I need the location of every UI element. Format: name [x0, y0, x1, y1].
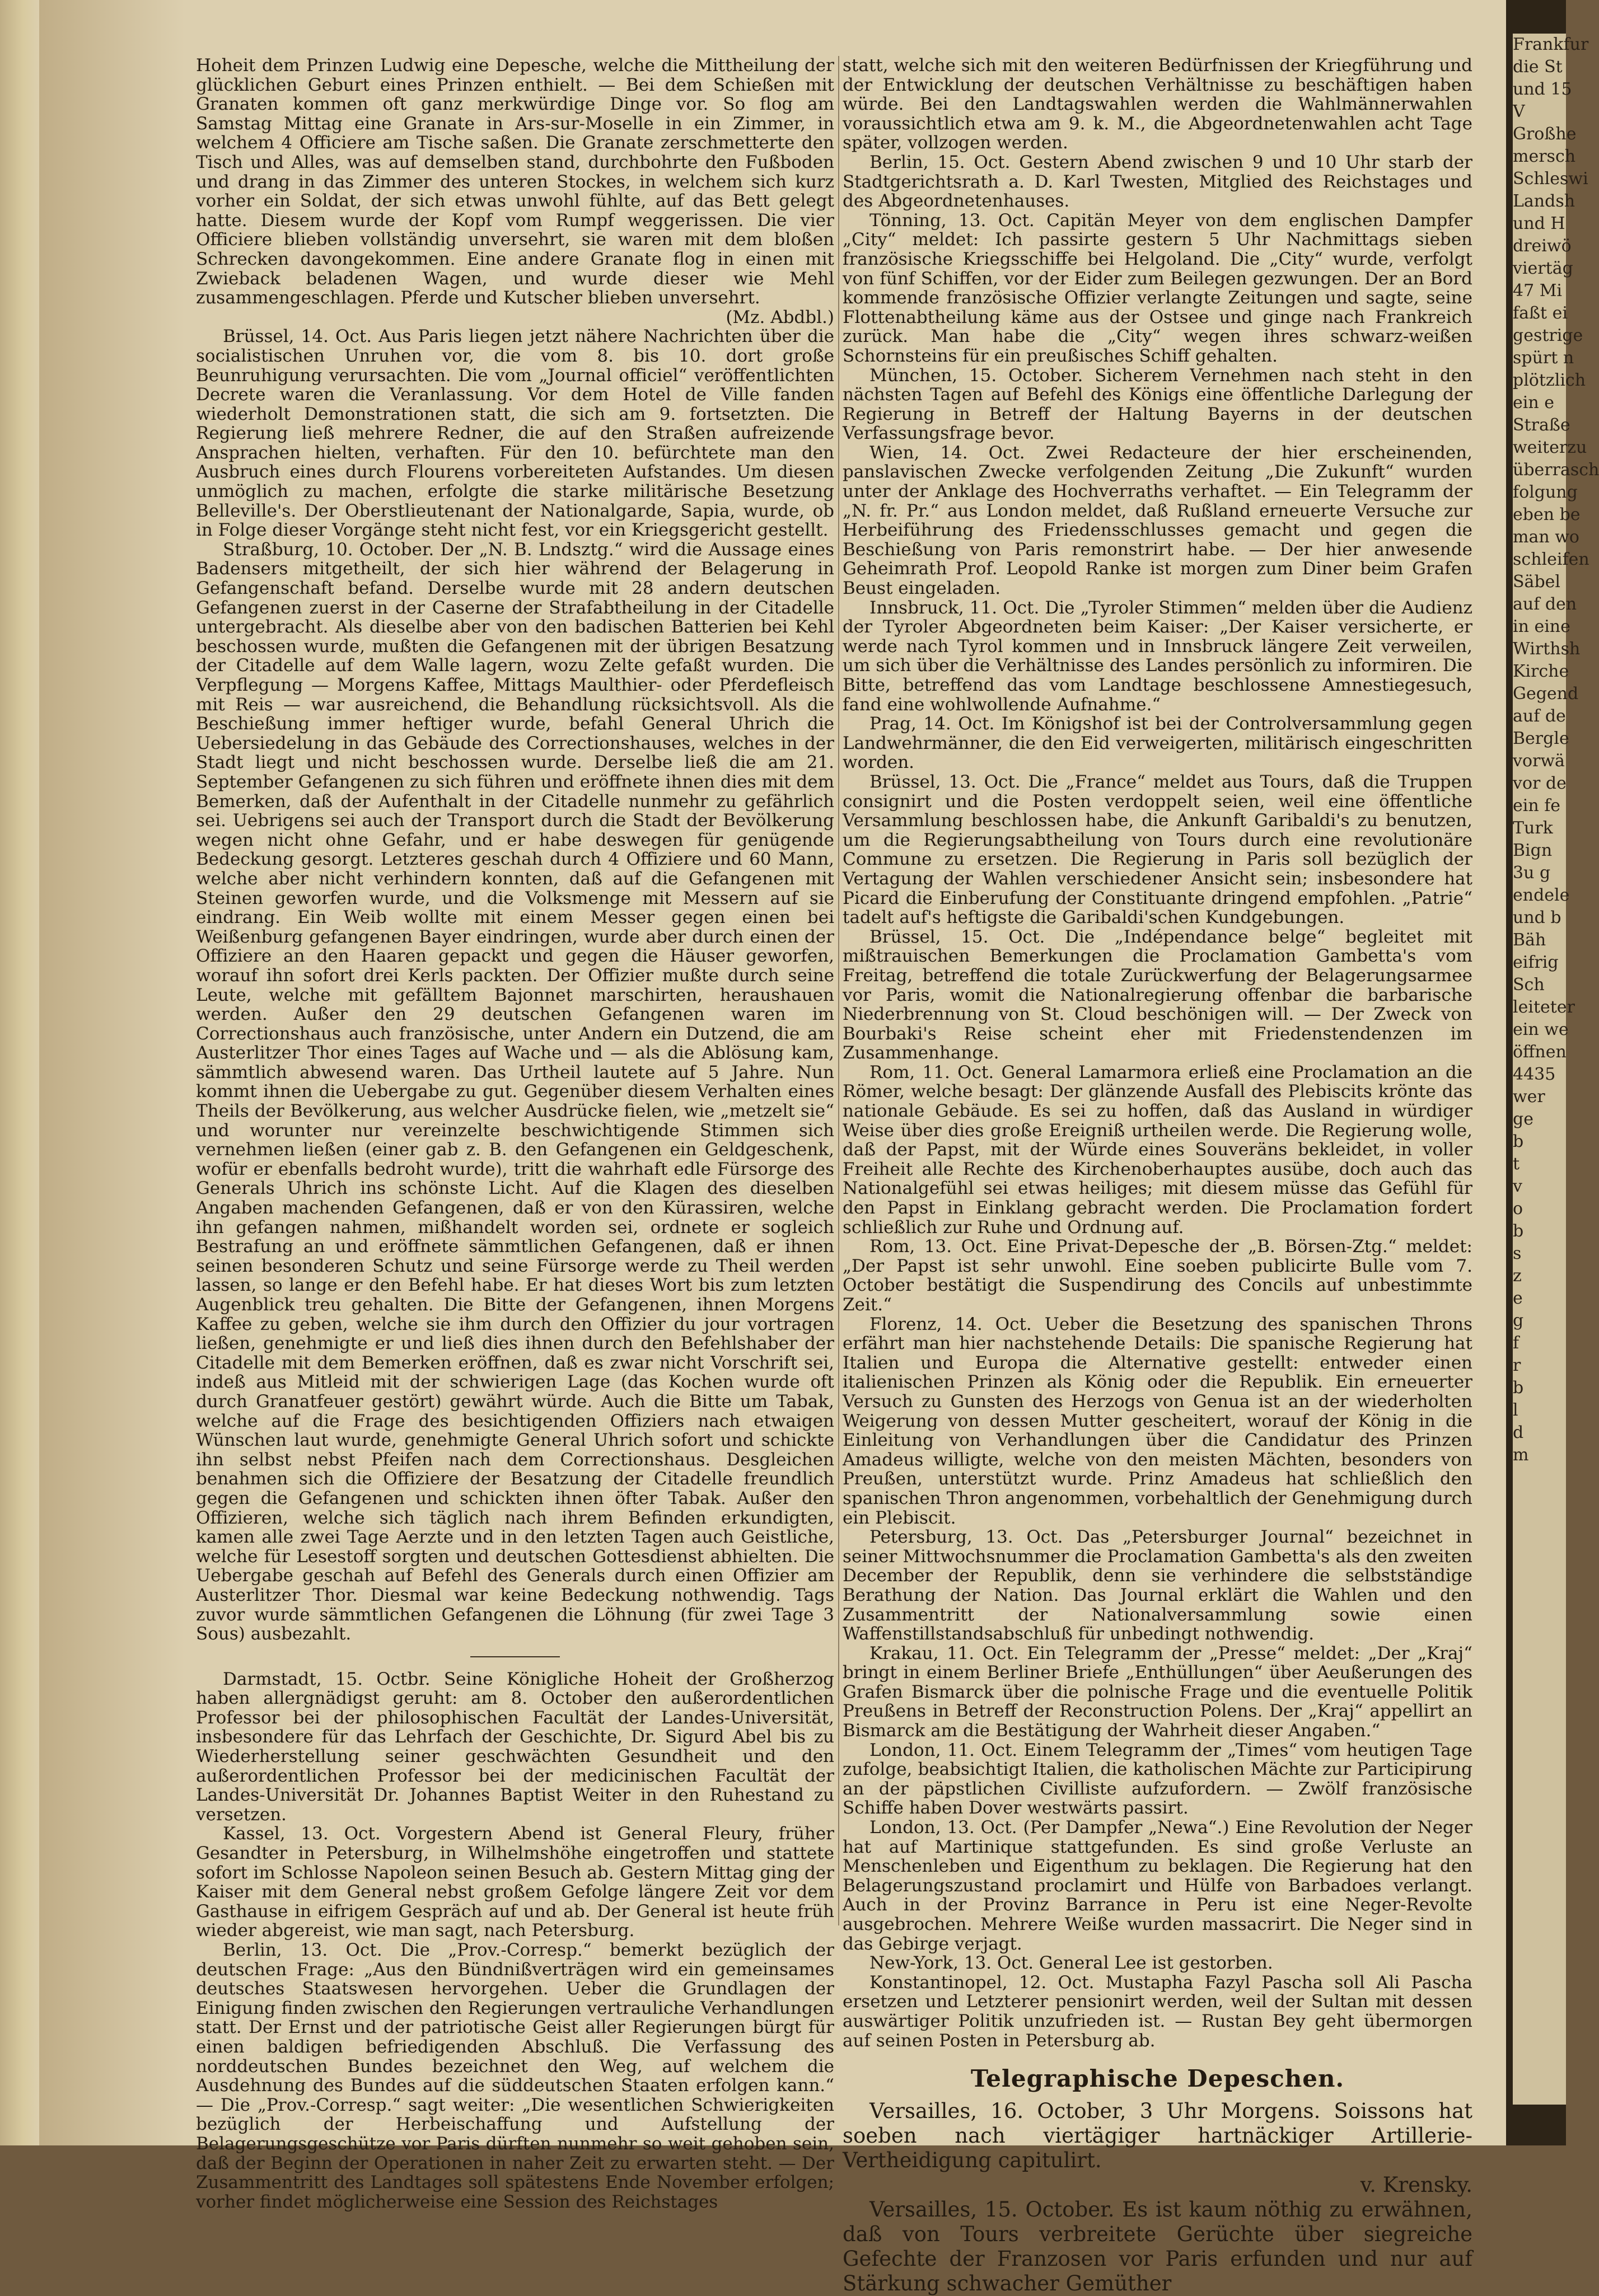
article-london-11: London, 11. Oct. Einem Telegramm der „Times“ vom heutigen Tage zufolge, beabsichtigt Italien, die katholischen Mächte zur Participirung an der päpstlichen Civilliste aufzufordern. — Zwölf französische Schiffe haben Dover westwärts passirt.: [843, 1740, 1472, 1819]
adjacent-page-text: weiterzu: [1513, 438, 1587, 457]
adjacent-page-text: dreiwö: [1513, 236, 1572, 256]
adjacent-page-text: mersch: [1513, 147, 1576, 166]
binding-spine: [0, 0, 39, 2145]
article-kassel: Kassel, 13. Oct. Vorgestern Abend ist General Fleury, früher Gesandter in Petersburg, in Wilhelmshöhe eingetroffen und stattete sofort im Schlosse Napoleon seinen Besuch ab. Gestern Mittag ging der Kaiser mit dem General nebst großem Gefolge längere Zeit vor dem Gasthause in eifrigem Gespräch auf und ab. Der General ist heute früh wieder abgereist, wie man sagt, nach Petersburg.: [196, 1824, 834, 1941]
adjacent-page-text: eifrig: [1513, 953, 1559, 972]
page-shadow: [39, 0, 185, 2145]
column-left: [196, 56, 834, 2211]
adjacent-page-text: öffnen: [1513, 1042, 1567, 1062]
article-new-york: New-York, 13. Oct. General Lee ist gestorben.: [869, 1953, 1273, 1974]
article-prinz-ludwig: Hoheit dem Prinzen Ludwig eine Depesche, welche die Mittheilung der glücklichen Geburt eines Prinzen enthielt. — Bei dem Schießen mit Granaten kommen oft ganz merkwürdige Dinge vor. So flog am Samstag Mittag eine Granate in Ars-sur-Moselle in ein Zimmer, in welchem 4 Officiere am Tische saßen. Die Granate zerschmetterte den Tisch und Alles, was auf demselben stand, durchbohrte den Fußboden und drang in das Zimmer des unteren Stockes, in welchem sich kurz vorher ein Soldat, der sich etwas unwohl fühlte, auf das Bett gelegt hatte. Diesem wurde der Kopf vom Rumpf weggerissen. Die vier Officiere blieben vollständig unversehrt, sie waren mit dem bloßen Schrecken davongekommen. Eine andere Granate flog in einen mit Zwieback beladenen Wagen, und wurde dieser wie Mehl zusammengeschlagen. Pferde und Kutscher blieben unversehrt.: [196, 55, 834, 308]
article-petersburg: Petersburg, 13. Oct. Das „Petersburger Journal“ bezeichnet in seiner Mittwochsnummer die Proclamation Gambetta's als den zweiten December der Republik, denn sie verhindere die selbstständige Berathung der Nation. Das Journal erklärt die Wahlen und den Zusammentritt der Nationalversammlung sowie einen Waffenstillstandsabschluß für unbedingt nothwendig.: [843, 1527, 1472, 1644]
article-berlin-15: Berlin, 15. Oct. Gestern Abend zwischen 9 und 10 Uhr starb der Stadtgerichtsrath a. D. Karl Twesten, Mitglied des Reichstages und des Abgeordnetenhauses.: [843, 152, 1472, 212]
adjacent-page-text: ge: [1513, 1109, 1533, 1129]
adjacent-page-text: r: [1513, 1356, 1521, 1375]
adjacent-page-text: schleifen: [1513, 550, 1589, 569]
adjacent-page-text: faßt ei: [1513, 303, 1568, 323]
adjacent-page-text: auf de: [1513, 706, 1566, 726]
adjacent-page-text: plötzlich: [1513, 371, 1586, 390]
adjacent-page-text: ein fe: [1513, 796, 1561, 816]
adjacent-page-text: leiteter: [1513, 997, 1575, 1017]
adjacent-page-text: Landsh: [1513, 191, 1575, 211]
adjacent-page-text: Wirthsh: [1513, 639, 1581, 659]
adjacent-page-text: e: [1513, 1288, 1523, 1308]
adjacent-page-text: eben be: [1513, 505, 1581, 524]
adjacent-page-text: Bergle: [1513, 729, 1569, 748]
adjacent-page-text: z: [1513, 1266, 1522, 1286]
adjacent-page-fragment: [1513, 34, 1599, 2105]
column-divider: [838, 56, 839, 1925]
section-heading: Telegraphische Depeschen.: [970, 2065, 1345, 2093]
telegram-versailles-16: Versailles, 16. October, 3 Uhr Morgens. Soissons hat soeben nach viertägiger hartnäckiger Artillerie-Vertheidigung capitulirt.: [843, 2098, 1472, 2172]
adjacent-page-text: d: [1513, 1423, 1524, 1442]
article-krakau: Krakau, 11. Oct. Ein Telegramm der „Presse“ meldet: „Der „Kraj“ bringt in einem Berliner Briefe „Enthüllungen“ über Aeußerungen des Grafen Bismarck über die polnische Frage und die eventuelle Politik Preußens in Betreff der Reconstruction Polens. Der „Kraj“ appellirt an Bismarck am die Bestätigung der Wahrheit dieser Angaben.“: [843, 1643, 1472, 1741]
adjacent-page-text: Straße: [1513, 415, 1570, 435]
adjacent-page-text: Sch: [1513, 975, 1545, 995]
adjacent-page-text: f: [1513, 1333, 1519, 1353]
adjacent-page-text: und b: [1513, 908, 1561, 927]
adjacent-page-text: ein e: [1513, 393, 1554, 413]
adjacent-page-text: Bäh: [1513, 930, 1546, 950]
adjacent-page-text: Gegend: [1513, 684, 1579, 704]
article-prag: Prag, 14. Oct. Im Königshof ist bei der Controlversammlung gegen Landwehrmänner, die den Eid verweigerten, militärisch eingeschritten worden.: [843, 714, 1472, 773]
article-wien: Wien, 14. Oct. Zwei Redacteure der hier erscheinenden, panslavischen Zwecke verfolgenden Zeitung „Die Zukunft“ wurden unter der Anklage des Hochverraths verhaftet. — Ein Telegramm der „N. fr. Pr.“ aus London meldet, daß Rußland erneuerte Versuche zur Herbeiführung des Friedensschlusses gemacht und gegen die Beschießung von Paris remonstrirt habe. — Der hier anwesende Geheimrath Prof. Leopold Ranke ist morgen zum Diner beim Grafen Beust eingeladen.: [843, 442, 1472, 599]
adjacent-page-text: Kirche: [1513, 662, 1569, 681]
adjacent-page-text: 47 Mi: [1513, 281, 1563, 301]
adjacent-page-text: wer: [1513, 1087, 1545, 1107]
adjacent-page-text: überrasch: [1513, 460, 1599, 480]
article-berlin-13: Berlin, 13. Oct. Die „Prov.-Corresp.“ bemerkt bezüglich der deutschen Frage: „Aus den Bündnißverträgen wird ein gemeinsames deutsches Staatswesen hervorgehen. Ueber die Grundlagen der Einigung finden zwischen den Regierungen vertrauliche Verhandlungen statt. Der Ernst und der patriotische Geist aller Regierungen bürgt für einen baldigen befriedigenden Abschluß. Die Verfassung des norddeutschen Bundes bezeichnet den Weg, auf welchem die Ausdehnung des Bundes auf die süddeutschen Staaten erfolgen kann.“ — Die „Prov.-Corresp.“ sagt weiter: „Die wesentlichen Schwierigkeiten bezüglich der Herbeischaffung und Aufstellung der Belagerungsgeschütze vor Paris dürften nunmehr so weit gehoben sein, daß der Beginn der Operationen in naher Zeit zu erwarten steht. — Der Zusammentritt des Landtages soll spätestens Ende November erfolgen; vorher findet möglicherweise eine Session des Reichstages: [196, 1940, 834, 2212]
article-muenchen: München, 15. October. Sicherem Vernehmen nach steht in den nächsten Tagen auf Befehl des Königs eine öffentliche Darlegung der Regierung in Betreff der Haltung Bayerns in der deutschen Verfassungsfrage bevor.: [843, 365, 1472, 444]
adjacent-page-text: und 15: [1513, 79, 1572, 99]
adjacent-page-text: Bign: [1513, 841, 1553, 860]
adjacent-page-text: Frankfur: [1513, 35, 1589, 54]
article-bruessel-14: Brüssel, 14. Oct. Aus Paris liegen jetzt nähere Nachrichten über die socialistischen Unruhen vor, die vom 8. bis 10. dort große Beunruhigung verursachten. Die vom „Journal officiel“ veröffentlichten Decrete waren die Veranlassung. Vor dem Hotel de Ville fanden wiederholt Demonstrationen statt, die sich am 9. fortsetzten. Die Regierung ließ mehrere Redner, die auf den Straßen aufreizende Ansprachen hielten, verhaften. Für den 10. befürchtete man den Ausbruch eines durch Flourens vorbereiteten Aufstandes. Um diesen unmöglich zu machen, erfolgte die starke militärische Besetzung Belleville's. Der Oberstlieutenant der Nationalgarde, Sapia, wurde, ob in Folge dieser Vorgänge steht nicht fest, vor ein Kriegsgericht gestellt.: [196, 326, 834, 541]
adjacent-page-text: b: [1513, 1132, 1524, 1151]
adjacent-page-text: Turk: [1513, 818, 1553, 838]
adjacent-page-text: in eine: [1513, 617, 1570, 636]
article-strassburg: Straßburg, 10. October. Der „N. B. Lndsztg.“ wird die Aussage eines Badensers mitgetheilt, der sich hier während der Belagerung in Gefangenschaft befand. Derselbe wurde mit 28 andern deutschen Gefangenen zuerst in der Caserne der Strafabtheilung in der Citadelle untergebracht. Als dieselbe aber von den badischen Batterien bei Kehl beschossen wurde, mußten die Gefangenen mit der übrigen Besatzung der Citadelle auf dem Walle lagern, wozu Zelte gefaßt wurden. Die Verpflegung — Morgens Kaffee, Mittags Maulthier- oder Pferdefleisch mit Reis — war ausreichend, die Behandlung rücksichtsvoll. Als die Beschießung immer heftiger wurde, befahl General Uhrich die Uebersiedelung in das Gebäude des Correctionshauses, welches in der Stadt liegt und nicht beschossen wurde. Derselbe ließ die am 21. September Gefangenen zu sich führen und eröffnete ihnen dies mit dem Bemerken, daß der Aufenthalt in der Citadelle nunmehr zu gefährlich sei. Uebrigens sei auch der Transport durch die Stadt der Bevölkerung wegen nicht ohne Gefahr, und er habe deswegen für genügende Bedeckung gesorgt. Letzteres geschah durch 4 Offiziere und 60 Mann, welche aber nicht verhindern konnten, daß auf die Gefangenen mit Steinen geworfen wurde, und die Volksmenge mit Messern auf sie eindrang. Ein Weib wollte mit einem Messer gegen einen bei Weißenburg gefangenen Bayer eindringen, wurde aber durch einen der Offiziere an den Haaren gepackt und gegen die Häuser geworfen, worauf ihn sofort drei Kerls packten. Der Offizier mußte durch seine Leute, welche mit gefälltem Bajonnet marschirten, heraushauen werden. Außer den 29 deutschen Gefangenen waren im Correctionshaus auch französische, unter Andern ein Dutzend, die am Austerlitzer Thor eines Tages auf Wache und — als die Ablösung kam, sämmtlich abwesend waren. Das Urtheil lautete auf 5 Jahre. Nun kommt ihnen die Uebergabe zu gut. Gegenüber diesem Verhalten eines Theils der Bevölkerung, aus welcher Ausdrücke fielen, wie „metzelt sie“ und worunter nur vereinzelte beschwichtigende Stimmen sich vernehmen ließen (einer gab z. B. den Gefangenen ein Geldgeschenk, wofür er ebenfalls bedroht wurde), tritt die wahrhaft edle Fürsorge des Generals Uhrich ins schönste Licht. Auf die Klagen des dieselben Angaben machenden Gefangenen, daß er von den Kürassiren, welche ihn gefangen nahmen, mißhandelt worden sei, ordnete er sogleich Bestrafung an und eröffnete sämmtlichen Gefangenen, daß er ihnen seinen besonderen Schutz und seine Fürsorge werde zu Theil werden lassen, so lange er den Befehl habe. Er hat dieses Wort bis zum letzten Augenblick treu gehalten. Die Bitte der Gefangenen, ihnen Morgens Kaffee zu geben, welche sie ihm durch den Offizier du jour vortragen ließen, genehmigte er und ließ dies ihnen durch den Befehlshaber der Citadelle mit dem Bemerken eröffnen, daß es zwar nicht Vorschrift sei, indeß aus Mitleid mit der schwierigen Lage (das Kochen wurde oft durch Granatfeuer gestört) gewährt würde. Auch die Bitte um Tabak, welche auf die Frage des besichtigenden Offiziers nach etwaigen Wünschen laut wurde, genehmigte General Uhrich sofort und schickte ihn selbst nebst Pfeifen nach dem Correctionshaus. Desgleichen benahmen sich die Offiziere der Besatzung der Citadelle freundlich gegen die Gefangenen und schickten ihnen öfter Tabak. Außer den Offizieren, welche sich täglich nach ihrem Befinden erkundigten, kamen alle zwei Tage Aerzte und in den letzten Tagen auch Geistliche, welche für Lesestoff sorgten und deutschen Gottesdienst abhielten. Die Uebergabe geschah auf Befehl des Generals durch einen Offizier am Austerlitzer Thor. Diesmal war keine Bedeckung nothwendig. Tags zuvor wurde sämmtlichen Gefangenen die Löhnung (für zwei Tage 3 Sous) ausbezahlt.: [196, 539, 834, 1644]
article-rom-11: Rom, 11. Oct. General Lamarmora erließ eine Proclamation an die Römer, welche besagt: Der glänzende Ausfall des Plebiscits krönte das nationale Gebäude. Es sei zu hoffen, daß das Ausland in würdiger Weise über dies große Ereigniß urtheilen werde. Die Regierung wolle, daß der Papst, mit der Würde eines Souveräns bekleidet, in voller Freiheit alle Rechte des Kirchenoberhauptes ausübe, doch auch das Nationalgefühl sei etwas heiliges; mit diesem müsse das Gefühl für den Papst in Einklang gebracht werden. Die Proclamation fordert schließlich zur Ruhe und Ordnung auf.: [843, 1062, 1472, 1238]
adjacent-page-text: l: [1513, 1400, 1518, 1420]
adjacent-page-text: spürt n: [1513, 348, 1574, 368]
adjacent-page-text: t: [1513, 1154, 1520, 1174]
adjacent-page-text: gestrige: [1513, 326, 1583, 345]
adjacent-page-text: b: [1513, 1221, 1524, 1241]
column-right: [843, 56, 1472, 2296]
adjacent-page-text: vor de: [1513, 774, 1567, 793]
article-bruessel-15: Brüssel, 15. Oct. Die „Indépendance belge“ begleitet mit mißtrauischen Bemerkungen die Proclamation Gambetta's vom Freitag, betreffend die totale Zurückwerfung der Belagerungsarmee vor Paris, womit die Nationalregierung offenbar die barbarische Niederbrennung von St. Cloud beschönigen will. — Der Zweck von Bourbaki's Reise scheint eher mit Friedenstendenzen im Zusammenhange.: [843, 926, 1472, 1063]
section-rule: [470, 1656, 560, 1657]
telegram-versailles-15: Versailles, 15. October. Es ist kaum nöthig zu erwähnen, daß von Tours verbreitete Gerüchte über siegreiche Gefechte der Franzosen vor Paris erfunden und nur auf Stärkung schwacher Gemüther: [843, 2197, 1472, 2295]
adjacent-page-text: g: [1513, 1311, 1524, 1330]
adjacent-page-text: v: [1513, 1177, 1522, 1196]
adjacent-page-text: viertäg: [1513, 259, 1573, 278]
adjacent-page-text: Großhe: [1513, 124, 1577, 144]
adjacent-page-text: o: [1513, 1199, 1523, 1219]
adjacent-page-text: 4435: [1513, 1065, 1556, 1084]
adjacent-page-text: die St: [1513, 57, 1563, 77]
article-konstantinopel: Konstantinopel, 12. Oct. Mustapha Fazyl Pascha soll Ali Pascha ersetzen und Letzterer pensionirt werden, weil der Sultan mit dessen auswärtiger Politik unzufrieden ist. — Rustan Bey geht übermorgen auf seinen Posten in Petersburg ab.: [843, 1972, 1472, 2051]
article-source: (Mz. Abdbl.): [726, 307, 834, 327]
article-london-13: London, 13. Oct. (Per Dampfer „Newa“.) Eine Revolution der Neger hat auf Martinique stattgefunden. Es sind große Verluste an Menschenleben und Eigenthum zu beklagen. Die Regierung hat den Belagerungszustand proclamirt und Hülfe von Barbadoes verlangt. Auch in der Provinz Barrance in Peru ist eine Neger-Revolte ausgebrochen. Mehrere Weiße wurden massacrirt. Die Neger sind in das Gebirge verjagt.: [843, 1817, 1472, 1954]
article-florenz: Florenz, 14. Oct. Ueber die Besetzung des spanischen Throns erfährt man hier nachstehende Details: Die spanische Regierung hat Italien und Europa die Alternative gestellt: entweder einen italienischen Prinzen als König oder die Republik. Ein erneuerter Versuch zu Gunsten des Herzogs von Genua ist an der wiederholten Weigerung von dessen Mutter gescheitert, worauf der König in die Einleitung von Verhandlungen über die Candidatur des Prinzen Amadeus willigte, welche von den meisten Mächten, besonders von Preußen, unterstützt wurde. Prinz Amadeus hat schließlich den spanischen Thron angenommen, vorbehaltlich der Genehmigung durch ein Plebiscit.: [843, 1314, 1472, 1528]
adjacent-page-text: auf den: [1513, 594, 1577, 614]
article-continuation: statt, welche sich mit den weiteren Bedürfnissen der Kriegführung und der Entwicklung der deutschen Verhältnisse zu beschäftigen haben würde. Bei den Landtagswahlen werden die Wahlmännerwahlen voraussichtlich etwa am 9. k. M., die Abgeordnetenwahlen acht Tage später, vollzogen werden.: [843, 55, 1472, 153]
article-toenning: Tönning, 13. Oct. Capitän Meyer von dem englischen Dampfer „City“ meldet: Ich passirte gestern 5 Uhr Nachmittags sieben französische Kriegsschiffe bei Helgoland. Die „City“ wurde, verfolgt von fünf Schiffen, vor der Eider zum Beilegen gezwungen. Der an Bord kommende französische Offizier verlangte Zeitungen und sagte, seine Flottenabtheilung käme aus der Ostsee und ginge nach Frankreich zurück. Man habe die „City“ wegen ihres schwarz-weißen Schornsteins für ein preußisches Schiff gehalten.: [843, 210, 1472, 366]
adjacent-page-text: vorwä: [1513, 751, 1565, 771]
adjacent-page-text: Säbel: [1513, 572, 1560, 592]
adjacent-page-text: m: [1513, 1445, 1529, 1465]
adjacent-page-text: man wo: [1513, 527, 1579, 547]
article-bruessel-13: Brüssel, 13. Oct. Die „France“ meldet aus Tours, daß die Truppen consignirt und die Posten verdoppelt seien, weil eine öffentliche Versammlung beschlossen habe, die Ankunft Garibaldi's zu benutzen, um die Regierungsabtheilung von Tours durch eine revolutionäre Commune zu ersetzen. Die Regierung in Paris soll bezüglich der Vertagung der Wahlen verschiedener Ansicht sein; insbesondere hat Picard die Einberufung der Constituante dringend empfohlen. „Patrie“ tadelt auf's heftigste die Garibaldi'schen Kundgebungen.: [843, 771, 1472, 928]
adjacent-page-text: folgung: [1513, 482, 1578, 502]
adjacent-page-text: ein we: [1513, 1020, 1569, 1039]
adjacent-page-text: und H: [1513, 214, 1565, 233]
telegram-signature: v. Krensky.: [1360, 2172, 1472, 2197]
article-darmstadt: Darmstadt, 15. Octbr. Seine Königliche Hoheit der Großherzog haben allergnädigst geruht: am 8. October den außerordentlichen Professor bei der philosophischen Facultät der Landes-Universität, insbesondere für das Lehrfach der Geschichte, Dr. Sigurd Abel bis zu Wiederherstellung seiner geschwächten Gesundheit und den außerordentlichen Professor bei der medicinischen Facultät der Landes-Universität Dr. Johannes Baptist Weiter in den Ruhestand zu versetzen.: [196, 1669, 834, 1825]
adjacent-page-text: Schleswi: [1513, 169, 1588, 189]
adjacent-page-text: s: [1513, 1244, 1522, 1263]
adjacent-page-text: endele: [1513, 885, 1570, 905]
adjacent-page-text: b: [1513, 1378, 1524, 1398]
article-innsbruck: Innsbruck, 11. Oct. Die „Tyroler Stimmen“ melden über die Audienz der Tyroler Abgeordneten beim Kaiser: „Der Kaiser versicherte, er werde nach Tyrol kommen und in Innsbruck längere Zeit verweilen, um sich über die Verhältnisse des Landes persönlich zu informiren. Die Bitte, betreffend das vom Landtage beschlossene Amnestiegesuch, fand eine wohlwollende Aufnahme.“: [843, 597, 1472, 715]
adjacent-page-text: V: [1513, 102, 1525, 121]
adjacent-page-text: 3u g: [1513, 863, 1551, 883]
article-rom-13: Rom, 13. Oct. Eine Privat-Depesche der „B. Börsen-Ztg.“ meldet: „Der Papst ist sehr unwohl. Eine soeben publicirte Bulle vom 7. October bestätigt die Suspendirung des Concils auf unbestimmte Zeit.“: [843, 1236, 1472, 1315]
